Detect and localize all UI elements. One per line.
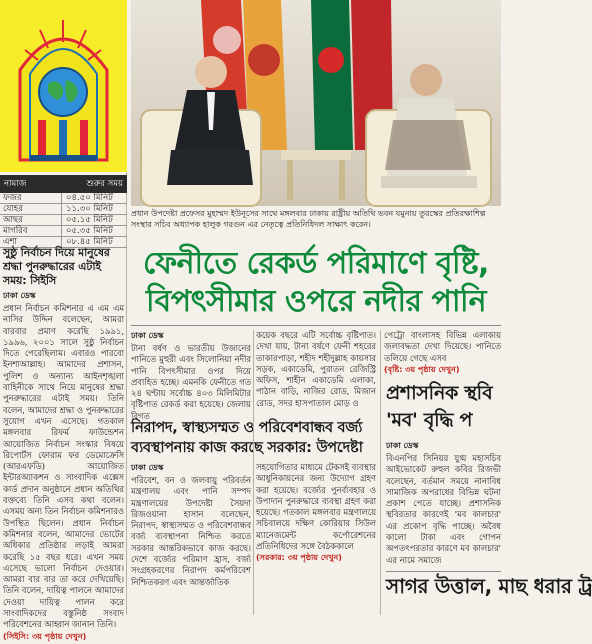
left-story-body-wrap (0, 290, 127, 644)
waste-story-col2 (256, 462, 376, 565)
left-column (0, 0, 127, 641)
promo-story (386, 440, 501, 566)
left-story-headline[interactable]: সুষ্ঠু নির্বাচন দিয়ে মানুষের শ্রদ্ধা পুনরুদ্ধারের এটাই সময়: সিইসি (3, 246, 110, 287)
prayer-name: ফজর (0, 193, 62, 203)
desk-label: ঢাকা ডেস্ক (386, 441, 419, 450)
meeting-photo-icon (131, 0, 501, 206)
rain-story-col2 (256, 330, 376, 409)
prayer-row (0, 193, 127, 204)
waste-story-body2: সহযোগিতার মাধ্যমে টেকসই ব্যবস্থার আধুনিকায়নের জন্য উদ্যোগ গ্রহণ করা হয়েছে। বর্জ্যের পুনর্ব্যবহার ও উপাদান পুনরুদ্ধারে ব্যবস্থা গ্রহণ করা হয়েছে। গতকাল মঙ্গলবার মন্ত্রণালয়ে সচিবালয়ে দক্ষিণ কোরিয়ার সিউল ম্যানেজমেন্ট কর্পোরেশনের প্রতিনিধিদের সঙ্গে বৈঠককালে (256, 462, 376, 552)
rain-story-body1: টানা বর্ষণ ও ভারতীয় উজানের পানিতে মুহুরী এবং সিলোনিয়া নদীর পানি বিপৎসীমার ওপর দিয়ে প্রবাহিত হচ্ছে। এমনকি ফেনীতে গত ২৪ ঘণ্টায় সর্বোচ্চ ৪০৩ মিলিমিটার বৃষ্টিপাত রেকর্ড করা হয়েছে। জেলায় বিগত (131, 343, 251, 421)
waste-story-body1: পরিবেশ, বন ও জলবায়ু পরিবর্তন মন্ত্রণালয় এবং পানি সম্পদ মন্ত্রণালয়ের উপদেষ্টা সৈয়দা রিজওয়ানা হাসান বলেছেন, নিরাপদ, স্বাস্থ্যসম্মত ও পরিবেশবান্ধব বর্জ্য ব্যবস্থাপনা নিশ্চিত করতে সরকার আন্তরিকভাবে কাজ করছে। দেশে বর্জ্যের পরিমাণ হ্রাস, বর্জ্য সংগ্রহকরণের নিরাপদ কর্মপরিবেশ নিশ্চিতকরণ এবং আন্তর্জাতিক (131, 475, 251, 587)
prayer-row (0, 226, 127, 237)
promo-headline-line1: প্রশাসনিক স্থবি (386, 382, 493, 404)
left-story (0, 243, 127, 644)
photo-caption: প্রধান উপদেষ্টা প্রফেসর মুহাম্মদ ইউনূসের সাথে মঙ্গলবার ঢাকায় রাষ্ট্রীয় অতিথি ভবন যমুনায় তুরস্কের প্রতিরক্ষাশিল্প সংস্থার সচিব অধ্যাপক হালুক গরগুন এর নেতৃত্বে প্রতিনিধিদল সাক্ষাৎ করেন। (131, 209, 486, 229)
rain-story-body3: পেট্রো বাংলাসহ বিভিন্ন এলাকায় জলাবদ্ধতা দেখা দিয়েছে। পানিতে তলিয়ে গেছে এসব (384, 330, 501, 363)
prayer-time: ০৮.৪৫ মিনিট (66, 237, 113, 247)
left-story-body: প্রধান নির্বাচন কমিশনার এ এম এম নাসির উদ্দিন বলেছেন, আমরা বারবার প্রমাণ করেছি ১৯৯১, ১৯৯৬, ২০০১ সালে সুষ্ঠু নির্বাচন দিতে পেরেছিলাম। এবারও পারবো ইনশাআল্লাহ। আমাদের প্রশাসন, পুলিশ ও অন্যান্য আইনশৃঙ্খলা বাহিনীকে সাথে নিয়ে মানুষের শ্রদ্ধা পুনরুদ্ধারের এটাই সময়। তিনি বলেন, আমাদের শ্রদ্ধা ও পুনরুদ্ধারের সুযোগ এখন এসেছে। গতকাল মঙ্গলবার রিফর্ম ফাউন্ডেশন আয়োজিত নির্বাচন সংস্কার বিষয়ে রিপোর্টস ফোরাম ফর ডেমোক্রেসি (আরএফডি) আয়োজিত ইন্টারঅ্যাকশন ও সাংবাদিক এক্সেস কার্ড প্রদান অনুষ্ঠানে প্রধান অতিথির বক্তব্যে তিনি এসব কথা বলেন। এসময় অন্য তিন নির্বাচন কমিশনারও উপস্থিত ছিলেন। প্রধান নির্বাচন কমিশনার বলেন, আমাদের ভোটের অধিকার প্রতিষ্ঠার লড়াই আমরা করেছি ১৫ বছর ধরে। এখন সময় এসেছে ভালো নির্বাচন দেওয়ার। আমরা বার বার তা করে দেখিয়েছি। তিনি বলেন, দায়িত্ব পালনে আমাদের দেওয়া দায়িত্ব পালন করে সাংবাদিকদের বস্তুনিষ্ঠ সংবাদ পরিবেশনের আহ্বান জানান তিনি। (3, 303, 124, 630)
prayer-time: ০৫.৩৫ মিনিট (66, 226, 113, 236)
promo-headline-line2: 'মব' বৃদ্ধি প (386, 409, 473, 431)
promo-story-body: বিএনপির সিনিয়র যুগ্ম মহাসচিব আইভোকেট রুহুল কবির রিজভী বলেছেন, বর্তমান সময়ে নানাবিধ সামাজিক অপরাধের বিভিন্ন ঘটনা প্রকাশ পেতে যাচ্ছে। প্রশাসনিক স্থবিরতার কারণেই 'মব কালচার' এর প্রকোপ বৃদ্ধি পাচ্ছে। অবৈধ কালো টাকা এবং গোপন অপতৎপরতার কারণে মব কালচার' এর নামে সমাজে (386, 453, 501, 565)
desk-label: ঢাকা ডেস্ক (3, 291, 36, 300)
prayer-header-name: নামাজ (4, 179, 27, 189)
main-headline[interactable] (131, 245, 501, 321)
prayer-times-table (0, 175, 127, 248)
desk-label: ঢাকা ডেস্ক (131, 463, 164, 472)
prayer-header-time: শুরুর সময় (86, 179, 123, 189)
column-divider (380, 330, 381, 615)
prayer-time: ০৪.৫০ মিনিট (66, 193, 113, 203)
divider (131, 325, 501, 326)
prayer-row (0, 204, 127, 215)
prayer-time: ১১.৩০ মিনিট (66, 204, 113, 214)
waste-story-col1 (131, 462, 251, 588)
bottom-headline[interactable]: সাগর উত্তাল, মাছ ধরার ট্র (386, 571, 501, 598)
column-divider (253, 330, 254, 615)
lead-photo (131, 0, 501, 206)
waste-story-headline[interactable]: নিরাপদ, স্বাস্থ্যসম্মত ও পরিবেশবান্ধব বর্জ্য ব্যবস্থাপনায় কাজ করছে সরকার: উপদেষ্টা (131, 420, 363, 456)
rain-story-col3 (384, 330, 501, 377)
prayer-time: ০৫.১৫ মিনিট (66, 215, 113, 225)
main-headline-line1: ফেনীতে রেকর্ড পরিমাণে বৃষ্টি, (143, 246, 489, 281)
newspaper-logo (0, 0, 127, 172)
continued-link[interactable]: (সরকার: ৩য় পৃষ্ঠায় দেখুন) (256, 553, 342, 563)
prayer-table-header (0, 175, 127, 193)
logo-emblem-icon (0, 0, 127, 172)
promo-headline[interactable] (386, 380, 501, 434)
continued-link[interactable]: (সিইসি: ৩য় পৃষ্ঠায় দেখুন) (3, 631, 87, 641)
prayer-name: মাগরিব (0, 226, 62, 236)
desk-label: ঢাকা ডেস্ক (131, 331, 164, 340)
rain-story-body2: কয়েক বছরে এটি সর্বোচ্চ বৃষ্টিপাত। দেখা যায়, টানা বর্ষণে ফেনী শহরের তাকারপাড়া, শহীদ শহীদুল্লাহ কায়সার সড়ক, একাডেমি, পুরাতন রেজিস্ট্রি অফিস, শাহীন একাডেমি এলাকা, পাঠান বাড়ি, নাজির রোড, মিজান রোড, সদর হাসপাতাল মোড় ও (256, 330, 376, 408)
prayer-name: যোহর (0, 204, 62, 214)
continued-link[interactable]: (বৃষ্টি: ৩য় পৃষ্ঠায় দেখুন) (384, 364, 460, 374)
prayer-row (0, 215, 127, 226)
prayer-name: এশা (0, 237, 62, 247)
main-headline-line2: বিপৎসীমার ওপরে নদীর পানি (145, 284, 487, 319)
rain-story-col1 (131, 330, 251, 422)
prayer-name: আছর (0, 215, 62, 225)
